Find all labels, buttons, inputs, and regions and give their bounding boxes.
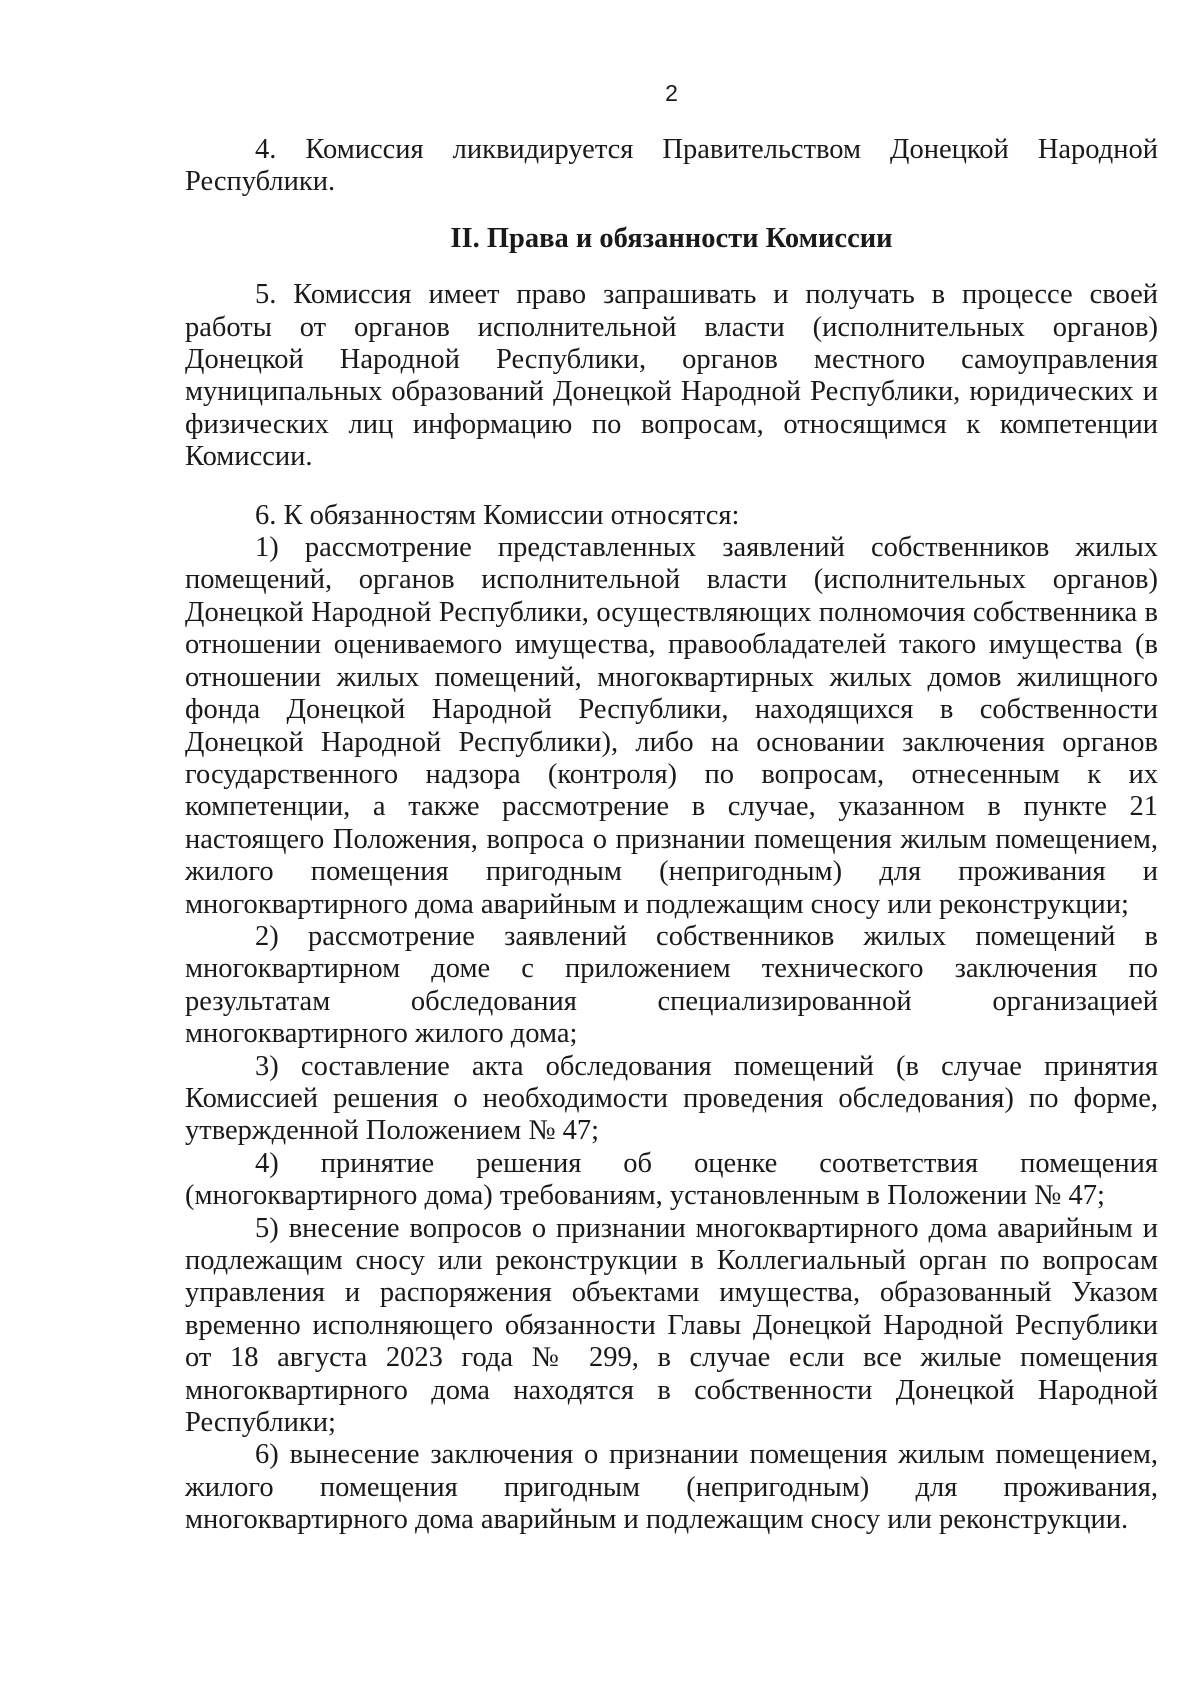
list-item-3: 3) составление акта обследования помещений (в случае принятия Комиссией решения о необходимости проведения обследования) по форме, утвержденной Положением № 47; <box>185 1050 1158 1147</box>
list-item-1: 1) рассмотрение представленных заявлений собственников жилых помещений, органов исполнительной власти (исполнительных органов) Донецкой Народной Республики, осуществляющих полномочия собственника в отношении оцениваемого имущества, правообладателей такого имущества (в отношении жилых помещений, многоквартирных жилых домов жилищного фонда Донецкой Народной Республики, находящихся в собственности Донецкой Народной Республики), либо на основании заключения органов государственного надзора (контроля) по вопросам, отнесенным к их компетенции, а также рассмотрение в случае, указанном в пункте 21 настоящего Положения, вопроса о признании помещения жилым помещением, жилого помещения пригодным (непригодным) для проживания и многоквартирного дома аварийным и подлежащим сносу или реконструкции; <box>185 532 1158 920</box>
list-item-4: 4) принятие решения об оценке соответствия помещения (многоквартирного дома) требованиям, установленным в Положении № 47; <box>185 1147 1158 1212</box>
paragraph-5: 5. Комиссия имеет право запрашивать и получать в процессе своей работы от органов исполнительной власти (исполнительных органов) Донецкой Народной Республики, органов местного самоуправления муниципальных образований Донецкой Народной Республики, юридических и физических лиц информацию по вопросам, относящимся к компетенции Комиссии. <box>185 279 1158 473</box>
page-number: 2 <box>665 80 678 106</box>
list-item-5: 5) внесение вопросов о признании многоквартирного дома аварийным и подлежащим сносу или реконструкции в Коллегиальный орган по вопросам управления и распоряжения объектами имущества, образованный Указом временно исполняющего обязанности Главы Донецкой Народной Республики от 18 августа 2023 года № 299, в случае если все жилые помещения многоквартирного дома находятся в собственности Донецкой Народной Республики; <box>185 1212 1158 1439</box>
paragraph-4: 4. Комиссия ликвидируется Правительством Донецкой Народной Республики. <box>185 134 1158 198</box>
paragraph-6-intro: 6. К обязанностям Комиссии относятся: <box>255 499 740 531</box>
list-item-2: 2) рассмотрение заявлений собственников жилых помещений в многоквартирном доме с приложением технического заключения по результатам обследования специализированной организацией многоквартирного жилого дома; <box>185 920 1158 1050</box>
document-body <box>185 134 1158 1537</box>
list-item-6: 6) вынесение заключения о признании помещения жилым помещением, жилого помещения пригодным (непригодным) для проживания, многоквартирного дома аварийным и подлежащим сносу или реконструкции. <box>185 1439 1158 1536</box>
section-heading: II. Права и обязанности Комиссии <box>450 222 893 254</box>
